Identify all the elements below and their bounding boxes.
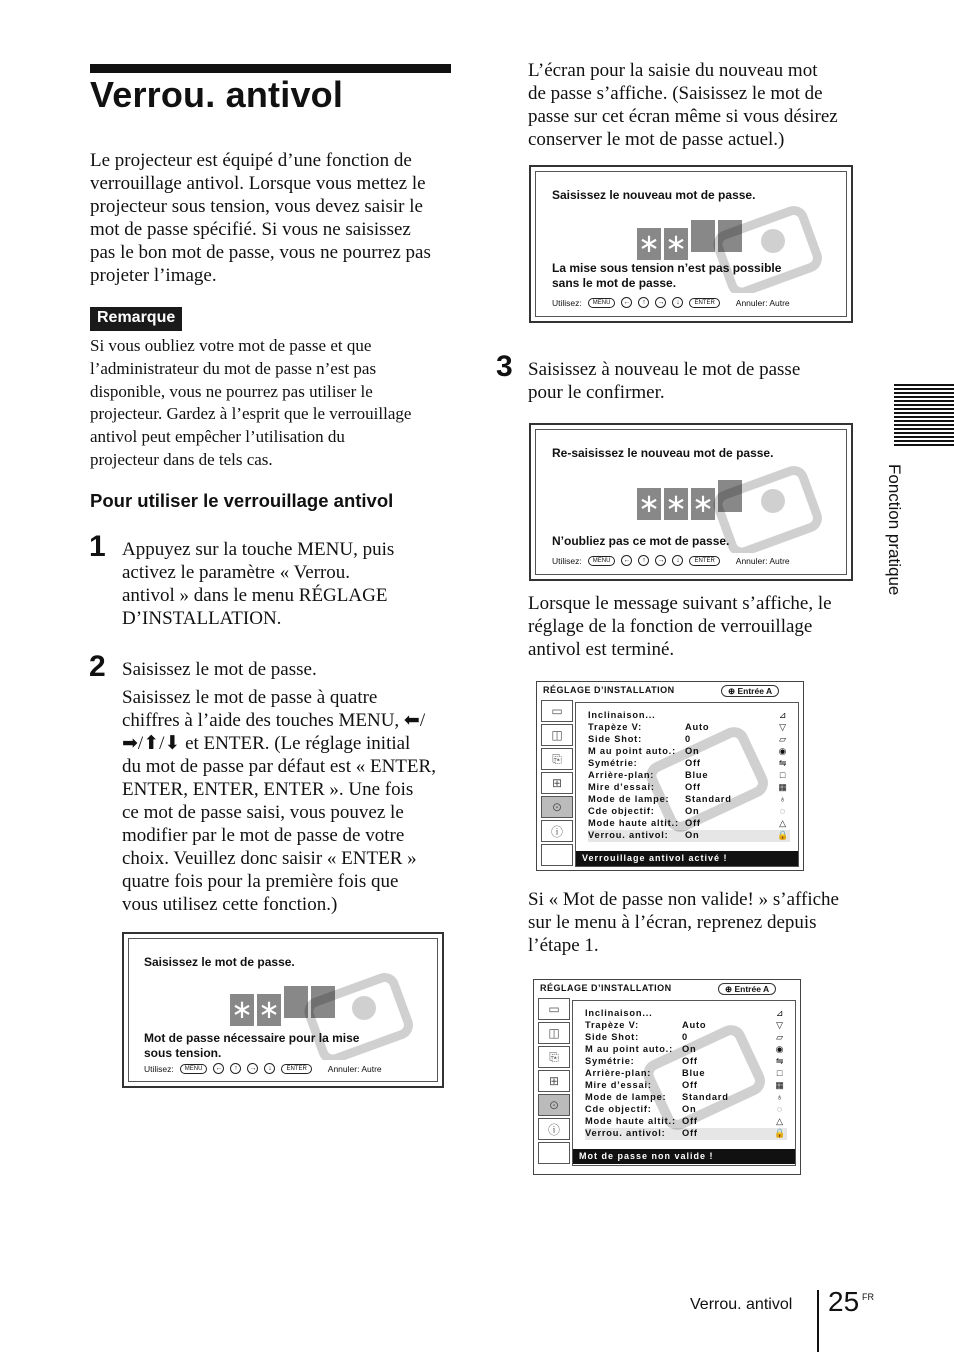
- status-bar: Verrouillage antivol activé !: [576, 851, 798, 866]
- section-heading: Pour utiliser le verrouillage antivol: [90, 490, 394, 511]
- password-digit: ∗: [638, 229, 660, 259]
- flip-icon: ⇋: [778, 758, 788, 768]
- row-value: Blue: [685, 770, 709, 780]
- projector-icon: ⊙: [541, 796, 573, 818]
- menu-key: MENU: [180, 1064, 208, 1074]
- row-label: Side Shot:: [585, 1032, 639, 1042]
- new-password-screen: [529, 165, 853, 323]
- enter-key: ENTER: [689, 298, 719, 308]
- right-arrow-icon: →: [657, 557, 665, 564]
- row-label: Mode haute altit.:: [585, 1116, 676, 1126]
- text-line: de passe s’affiche. (Saisissez le mot de: [528, 83, 823, 104]
- footer-cancel: Annuler: Autre: [327, 1063, 382, 1074]
- text-line: La mise sous tension n’est pas possible: [552, 261, 782, 275]
- tilt-icon: ⊿: [778, 710, 788, 720]
- altitude-icon: △: [776, 1116, 784, 1126]
- page-title: Verrou. antivol: [90, 74, 344, 115]
- menu-row: [588, 710, 790, 722]
- text-line: sans le mot de passe.: [552, 276, 677, 290]
- row-label: Arrière-plan:: [585, 1068, 652, 1078]
- password-digit: ∗: [231, 995, 253, 1025]
- note-paragraph: [90, 335, 460, 472]
- confirm-password-screen: [529, 423, 853, 581]
- status-bar: Mot de passe non valide !: [573, 1149, 795, 1164]
- step-number: 1: [89, 530, 106, 563]
- lamp-icon: ♁: [776, 1092, 784, 1102]
- screen-message: [552, 261, 781, 291]
- text-line: L’écran pour la saisie du nouveau mot: [528, 60, 818, 81]
- row-value: On: [682, 1104, 697, 1114]
- up-arrow-icon: ↑: [638, 555, 649, 566]
- row-label: Cde objectif:: [588, 806, 655, 816]
- side-tab-lines: [894, 384, 954, 448]
- intro-paragraph: [90, 149, 460, 287]
- text-line: pas le bon mot de passe, vous ne pourrez pas: [90, 242, 431, 263]
- row-label: Inclinaison...: [585, 1008, 653, 1018]
- test-pattern-icon: ▦: [775, 1080, 785, 1090]
- text-line: N’oubliez pas ce mot de passe.: [552, 534, 730, 548]
- password-digit: ∗: [665, 489, 687, 519]
- password-digit: ∗: [692, 489, 714, 519]
- row-value: Off: [685, 782, 701, 792]
- row-label: Symétrie:: [588, 758, 638, 768]
- page-number: 25: [828, 1286, 860, 1317]
- focus-icon: ◉: [775, 1044, 785, 1054]
- row-value: 0: [685, 734, 691, 744]
- row-label: M au point auto.:: [585, 1044, 673, 1054]
- keystone-icon: ▽: [779, 722, 787, 732]
- row-label: M au point auto.:: [588, 746, 676, 756]
- side-tab-text: Fonction pratique: [885, 464, 904, 596]
- text-line: sur le menu à l’écran, reprenez depuis: [528, 912, 817, 933]
- left-arrow-icon: ←: [623, 299, 631, 306]
- language-code: FR: [862, 1292, 874, 1302]
- row-value: On: [685, 806, 700, 816]
- footer-use: Utilisez:: [552, 555, 582, 566]
- text-line: activez le paramètre « Verrou.: [122, 562, 351, 583]
- text-line: choix. Veuillez donc saisir « ENTER »: [122, 848, 417, 869]
- step-number: 3: [496, 350, 513, 383]
- row-label: Mire d’essai:: [585, 1080, 652, 1090]
- row-value: Off: [685, 818, 701, 828]
- screen-message: [144, 1031, 359, 1061]
- text-line: projecteur dans de tels cas.: [90, 449, 273, 469]
- invalid-paragraph: [528, 888, 868, 957]
- menu-key: MENU: [588, 298, 616, 308]
- row-value: Off: [682, 1080, 698, 1090]
- row-value: On: [685, 746, 700, 756]
- altitude-icon: △: [779, 818, 787, 828]
- screen-message: [552, 534, 729, 549]
- side-tab-label: [882, 464, 906, 614]
- input-icon: ⊕: [725, 984, 735, 994]
- install-menu-locked: [536, 681, 804, 871]
- text-line: Si « Mot de passe non valide! » s’affiche: [528, 889, 839, 910]
- lock-icon: 🔒: [773, 1128, 786, 1138]
- right-intro: [528, 59, 868, 151]
- screen-title: Re-saisissez le nouveau mot de passe.: [552, 446, 774, 460]
- step2-text: [122, 686, 462, 916]
- footer-cancel: Annuler: Autre: [735, 297, 790, 308]
- enter-key: ENTER: [689, 556, 719, 566]
- text-line: disponible, vous ne pourrez pas utiliser le: [90, 381, 373, 401]
- row-value: On: [682, 1044, 697, 1054]
- text-line: verrouillage antivol. Lorsque vous mettez le: [90, 173, 426, 194]
- screen-footer: [552, 297, 790, 308]
- blank-icon: [541, 844, 573, 866]
- down-arrow-icon: ↓: [672, 297, 683, 308]
- right-arrow-icon: →: [657, 299, 665, 306]
- footer-use: Utilisez:: [144, 1063, 174, 1074]
- background-icon: □: [776, 1068, 784, 1078]
- picture-icon: ▭: [541, 700, 573, 722]
- text-line: Mot de passe nécessaire pour la mise: [144, 1031, 360, 1045]
- row-value: Off: [682, 1128, 698, 1138]
- row-value: [682, 1008, 773, 1020]
- text-line: projecteur sous tension, vous devez saisir le: [90, 196, 423, 217]
- row-value: Off: [682, 1056, 698, 1066]
- down-arrow-icon: ↓: [264, 1063, 275, 1074]
- footer-use: Utilisez:: [552, 297, 582, 308]
- text-line: D’INSTALLATION.: [122, 608, 282, 629]
- text-line: l’administrateur du mot de passe n’est pas: [90, 358, 377, 378]
- text-line: vous utilisez cette fonction.): [122, 894, 338, 915]
- install-menu-invalid: [533, 979, 801, 1175]
- info-icon: ⓘ: [541, 820, 573, 842]
- side-shot-icon: ▱: [776, 1032, 784, 1042]
- screen-title: Saisissez le nouveau mot de passe.: [552, 188, 756, 202]
- row-value: Standard: [685, 794, 732, 804]
- row-value: Off: [682, 1116, 698, 1126]
- row-value: Standard: [682, 1092, 729, 1102]
- password-digit: ∗: [665, 229, 687, 259]
- note-badge: Remarque: [90, 307, 182, 331]
- text-line: antivol peut empêcher l’utilisation du: [90, 427, 345, 447]
- text-line: mot de passe spécifié. Si vous ne saisissez: [90, 219, 411, 240]
- text-line: modifier par le mot de passe de votre: [122, 825, 405, 846]
- text-line: Le projecteur est équipé d’une fonction de: [90, 150, 412, 171]
- focus-icon: ◉: [778, 746, 788, 756]
- menu-header: RÉGLAGE D’INSTALLATION: [540, 983, 672, 993]
- text-line: Appuyez sur la touche MENU, puis: [122, 539, 395, 560]
- text-line: quatre fois pour la première fois que: [122, 871, 399, 892]
- up-arrow-icon: ↑: [638, 297, 649, 308]
- input-indicator: [721, 685, 779, 697]
- text-line: ENTER, ENTER, ENTER ». Une fois: [122, 779, 414, 800]
- text-line: réglage de la fonction de verrouillage: [528, 616, 813, 637]
- input-label: Entrée A: [734, 984, 770, 994]
- text-line: chiffres à l’aide des touches MENU, ⬅/: [122, 710, 426, 731]
- flip-icon: ⇋: [775, 1056, 785, 1066]
- text-line: Saisissez à nouveau le mot de passe: [528, 359, 801, 380]
- text-line: antivol est terminé.: [528, 639, 675, 660]
- text-line: projecteur. Gardez à l’esprit que le verrouillage: [90, 404, 412, 424]
- text-line: pour le confirmer.: [528, 382, 665, 403]
- row-value: [685, 710, 776, 722]
- input-icon: ⊕: [728, 686, 738, 696]
- row-label: Mode de lampe:: [588, 794, 670, 804]
- input-icon: ⎘: [541, 748, 573, 770]
- row-value: On: [685, 830, 700, 840]
- tilt-icon: ⊿: [775, 1008, 785, 1018]
- lock-watermark-icon: [634, 1020, 774, 1130]
- lock-watermark-icon: [637, 722, 777, 832]
- password-screen: [122, 932, 444, 1088]
- completion-paragraph: [528, 592, 868, 661]
- blank-icon: [538, 1142, 570, 1164]
- projector-icon: ⊙: [538, 1094, 570, 1116]
- title-rule: [90, 64, 451, 73]
- screen-title: Saisissez le mot de passe.: [144, 955, 295, 969]
- screen-footer: [552, 555, 790, 566]
- lens-icon: ◌: [776, 1104, 784, 1114]
- up-arrow-icon: ↑: [230, 1063, 241, 1074]
- lens-icon: ◌: [779, 806, 787, 816]
- text-line: Si vous oubliez votre mot de passe et que: [90, 336, 372, 355]
- row-label: Trapèze V:: [585, 1020, 639, 1030]
- row-label: Verrou. antivol:: [588, 830, 669, 840]
- step2-heading: Saisissez le mot de passe.: [122, 659, 317, 680]
- row-label: Mire d’essai:: [588, 782, 655, 792]
- down-arrow-icon: ↓: [672, 555, 683, 566]
- footer-section-label: Verrou. antivol: [690, 1296, 793, 1313]
- row-label: Mode de lampe:: [585, 1092, 667, 1102]
- text-line: projeter l’image.: [90, 265, 217, 286]
- text-line: Saisissez le mot de passe à quatre: [122, 687, 378, 708]
- row-value: Off: [685, 758, 701, 768]
- keystone-icon: ▽: [776, 1020, 784, 1030]
- footer-divider: [817, 1290, 819, 1352]
- menu-row: [585, 1008, 787, 1020]
- adjust-icon: ◫: [538, 1022, 570, 1044]
- test-pattern-icon: ▦: [778, 782, 788, 792]
- text-line: ➡/⬆/⬇ et ENTER. (Le réglage initial: [122, 733, 411, 754]
- row-label: Verrou. antivol:: [585, 1128, 666, 1138]
- row-label: Symétrie:: [585, 1056, 635, 1066]
- text-line: du mot de passe par défaut est « ENTER,: [122, 756, 436, 777]
- menu-sidebar: [538, 998, 570, 1166]
- row-label: Mode haute altit.:: [588, 818, 679, 828]
- settings-icon: ⊞: [541, 772, 573, 794]
- screen-footer: [144, 1063, 382, 1074]
- footer-cancel: Annuler: Autre: [735, 555, 790, 566]
- right-arrow-icon: →: [249, 1065, 257, 1072]
- step3-text: [528, 358, 858, 404]
- row-value: Blue: [682, 1068, 706, 1078]
- text-line: l’étape 1.: [528, 935, 599, 956]
- row-label: Cde objectif:: [585, 1104, 652, 1114]
- input-icon: ⎘: [538, 1046, 570, 1068]
- text-line: passe sur cet écran même si vous désirez: [528, 106, 838, 127]
- step1-text: [122, 538, 462, 630]
- row-label: Arrière-plan:: [588, 770, 655, 780]
- menu-key: MENU: [588, 556, 616, 566]
- info-icon: ⓘ: [538, 1118, 570, 1140]
- row-value: 0: [682, 1032, 688, 1042]
- input-indicator: [718, 983, 776, 995]
- password-digit: ∗: [638, 489, 660, 519]
- password-digit: ∗: [258, 995, 280, 1025]
- step-number: 2: [89, 650, 106, 683]
- left-arrow-icon: ←: [623, 557, 631, 564]
- row-value: Auto: [685, 722, 710, 732]
- row-label: Side Shot:: [588, 734, 642, 744]
- text-line: ce mot de passe saisi, vous pouvez le: [122, 802, 404, 823]
- lamp-icon: ♁: [779, 794, 787, 804]
- input-label: Entrée A: [737, 686, 773, 696]
- row-label: Inclinaison...: [588, 710, 656, 720]
- text-line: Lorsque le message suivant s’affiche, le: [528, 593, 832, 614]
- enter-key: ENTER: [281, 1064, 311, 1074]
- row-value: Auto: [682, 1020, 707, 1030]
- background-icon: □: [779, 770, 787, 780]
- row-label: Trapèze V:: [588, 722, 642, 732]
- adjust-icon: ◫: [541, 724, 573, 746]
- picture-icon: ▭: [538, 998, 570, 1020]
- menu-header: RÉGLAGE D’INSTALLATION: [543, 685, 675, 695]
- menu-sidebar: [541, 700, 573, 868]
- text-line: conserver le mot de passe actuel.): [528, 129, 785, 150]
- settings-icon: ⊞: [538, 1070, 570, 1092]
- left-arrow-icon: ←: [215, 1065, 223, 1072]
- text-line: antivol » dans le menu RÉGLAGE: [122, 585, 388, 606]
- side-shot-icon: ▱: [779, 734, 787, 744]
- text-line: sous tension.: [144, 1046, 222, 1060]
- lock-icon: 🔒: [776, 830, 789, 840]
